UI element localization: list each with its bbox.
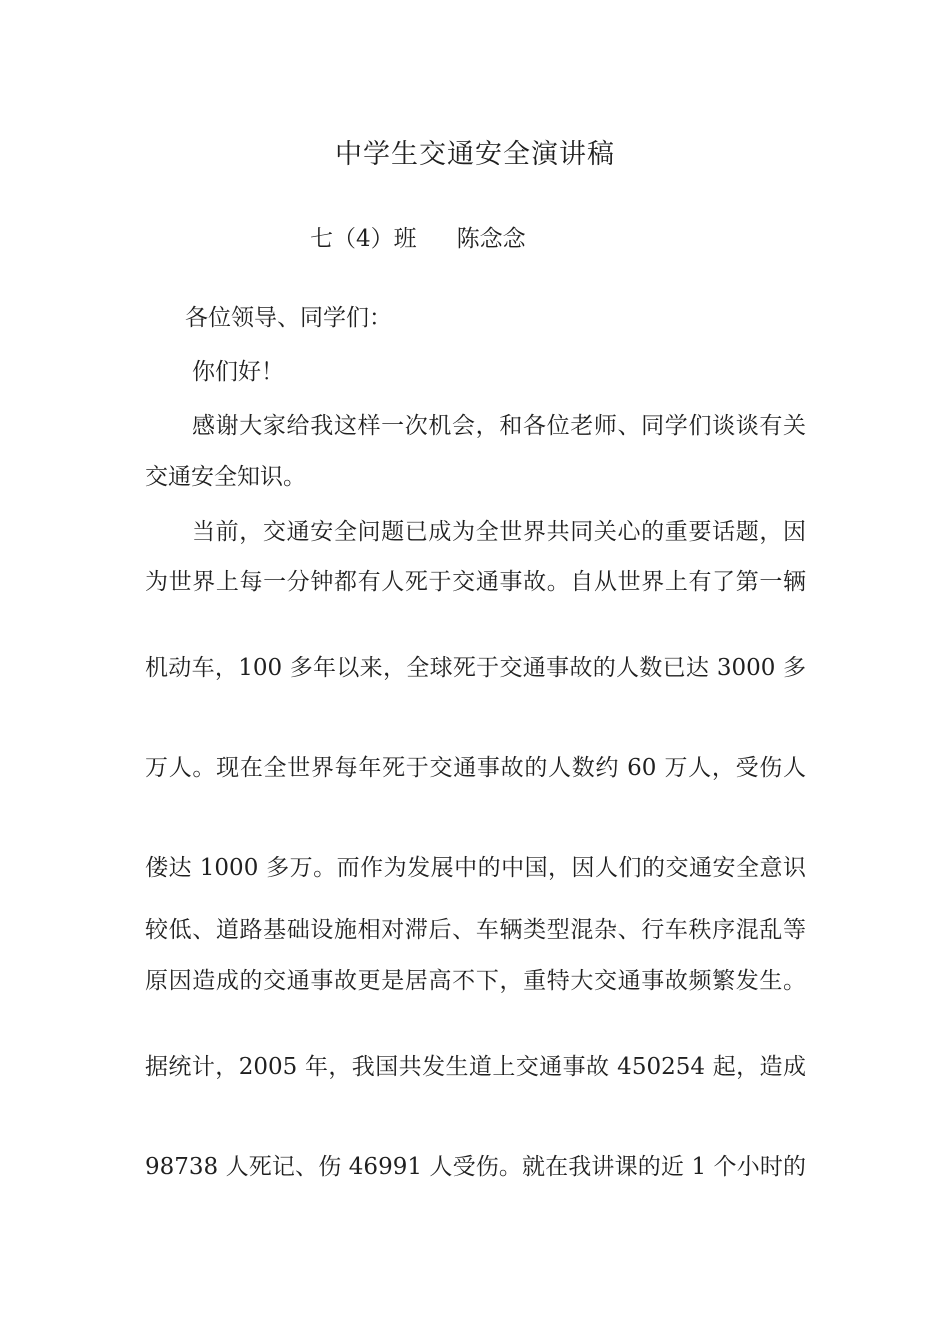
byline-author: 陈念念 [456,226,526,252]
paragraph-line: 偻达 1000 多万。而作为发展中的中国，因人们的交通安全意识 [145,855,806,881]
document-title: 中学生交通安全演讲稿 [335,139,615,170]
salutation: 各位领导、同学们： [185,305,392,331]
greeting: 你们好！ [192,359,284,385]
paragraph-line: 感谢大家给我这样一次机会，和各位老师、同学们谈谈有关 [192,413,806,439]
paragraph-line: 据统计，2005 年，我国共发生道上交通事故 450254 起，造成 [145,1054,806,1080]
paragraph-line: 为世界上每一分钟都有人死于交通事故。自从世界上有了第一辆 [145,569,806,595]
paragraph-line: 原因造成的交通事故更是居高不下，重特大交通事故频繁发生。 [145,968,806,994]
paragraph-line: 98738 人死记、伤 46991 人受伤。就在我讲课的近 1 个小时的 [145,1154,806,1180]
byline-class: 七（4）班 [310,226,417,252]
byline [310,222,526,256]
paragraph-line: 万人。现在全世界每年死于交通事故的人数约 60 万人，受伤人 [145,755,806,781]
paragraph-line: 当前，交通安全问题已成为全世界共同关心的重要话题，因 [192,519,806,545]
paragraph-line: 交通安全知识。 [145,464,306,490]
paragraph-line: 较低、道路基础设施相对滞后、车辆类型混杂、行车秩序混乱等 [145,917,806,943]
paragraph-line: 机动车，100 多年以来，全球死于交通事故的人数已达 3000 多 [145,655,806,681]
